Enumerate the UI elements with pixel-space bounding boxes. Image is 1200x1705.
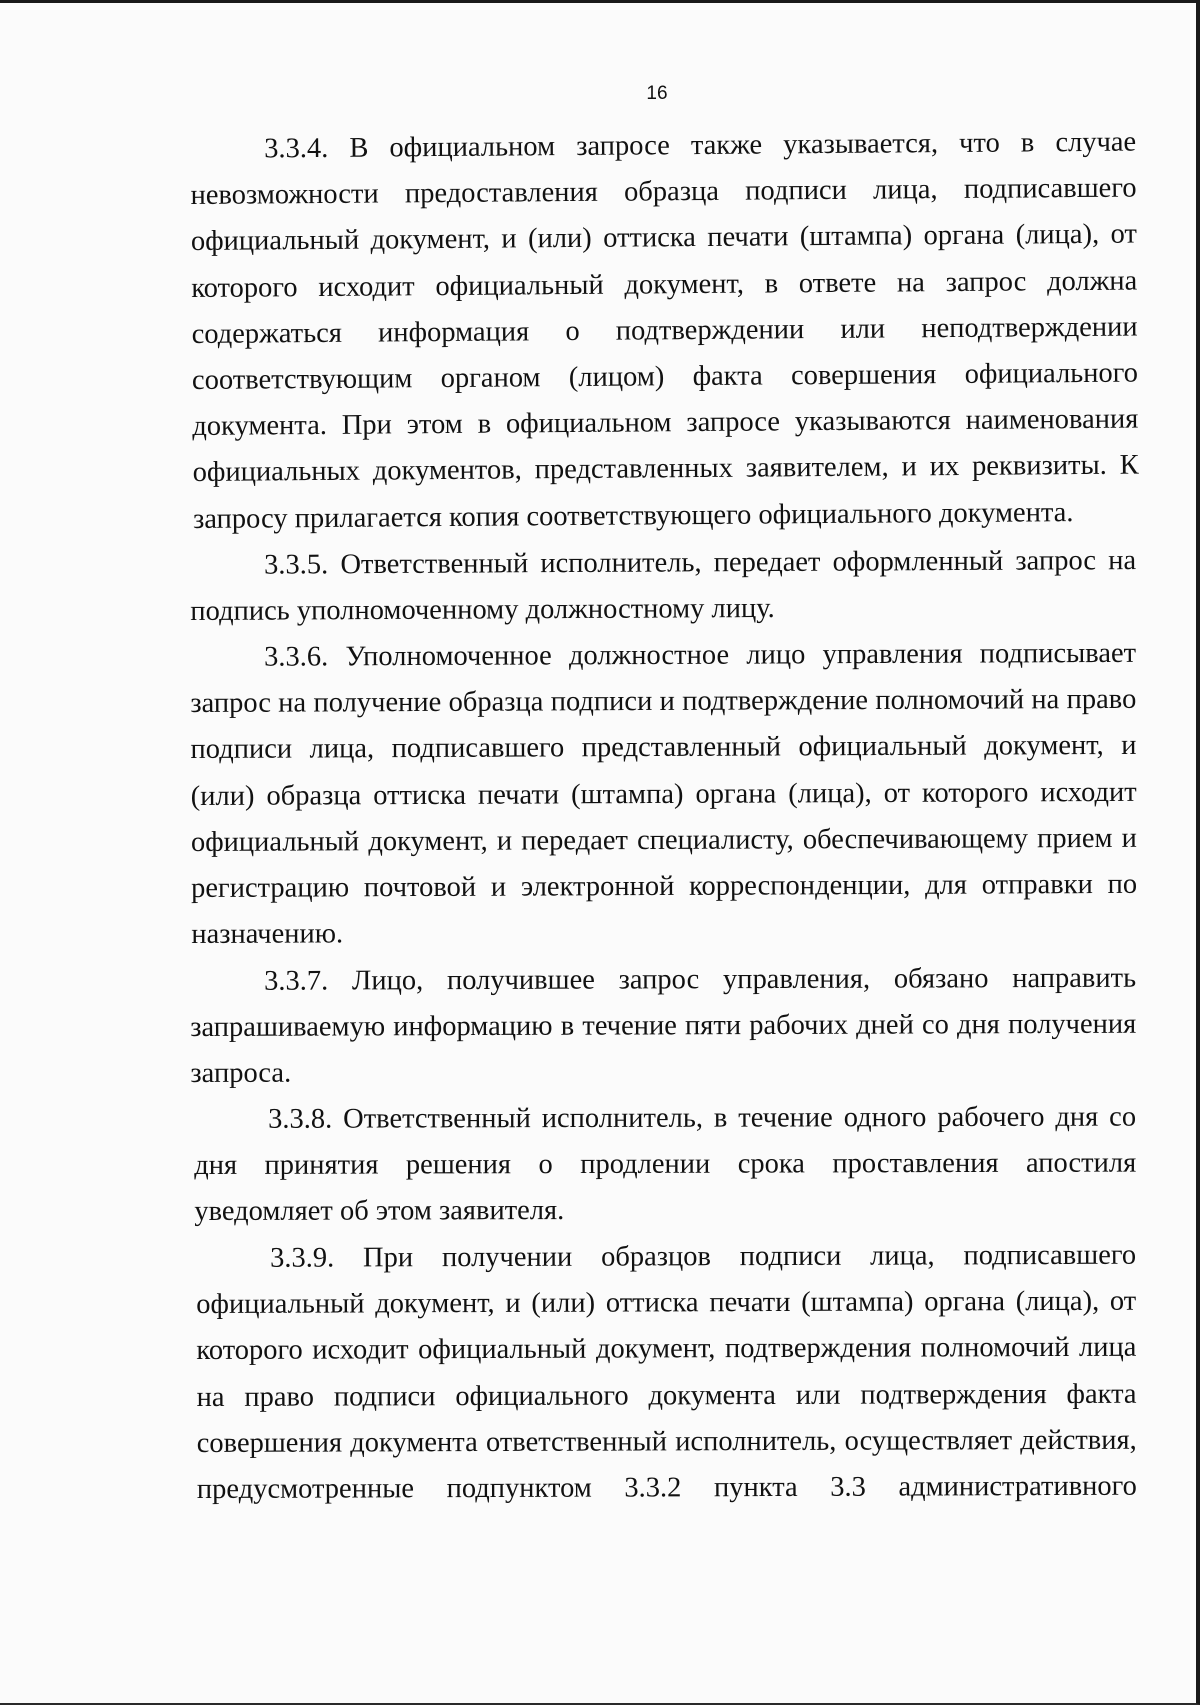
- page-number: 16: [646, 83, 668, 104]
- paragraph-3-3-9: 3.3.9. При получении образцов подписи лица, подписавшего официальный документ, и (или) оттиска печати (штампа) органа (лица), от которого исходит официальный документ, подтверждения полномочий лица на право подписи официального документа или подтверждения факта совершения документа ответственный исполнитель, осуществляет действия, предусмотренные подпунктом 3.3.2 пункта 3.3 административного: [196, 1239, 1137, 1505]
- paragraph-3-3-8: 3.3.8. Ответственный исполнитель, в течение одного рабочего дня со дня принятия решения о продлении срока проставления апостиля уведомляет об этом заявителя.: [194, 1101, 1137, 1228]
- paragraph-3-3-6: 3.3.6. Уполномоченное должностное лицо управления подписывает запрос на получение образца подписи и подтверждение полномочий на право подписи лица, подписавшего представленный официальный документ, и (или) образца оттиска печати (штампа) органа (лица), от которого исходит официальный документ, и передает специалисту, обеспечивающему прием и регистрацию почтовой и электронной корреспонденции, для отправки по назначению.: [190, 638, 1138, 951]
- paragraph-3-3-4: 3.3.4. В официальном запросе также указывается, что в случае невозможности предоставления образца подписи лица, подписавшего официальный документ, и (или) оттиска печати (штампа) органа (лица), от которого исходит официальный документ, в ответе на запрос должна содержаться информация о подтверждении или неподтверждении соответствующим органом (лицом) факта совершения официального документа. При этом в официальном запросе указываются наименования официальных документов, представленных заявителем, и их реквизиты. К запросу прилагается копия соответствующего официального документа.: [190, 126, 1139, 535]
- document-body: [190, 126, 1139, 1513]
- paragraph-3-3-7: 3.3.7. Лицо, получившее запрос управления, обязано направить запрашиваемую информацию в течение пяти рабочих дней со дня получения запроса.: [190, 962, 1137, 1090]
- paragraph-3-3-5: 3.3.5. Ответственный исполнитель, передает оформленный запрос на подпись уполномоченному должностному лицу.: [190, 544, 1137, 628]
